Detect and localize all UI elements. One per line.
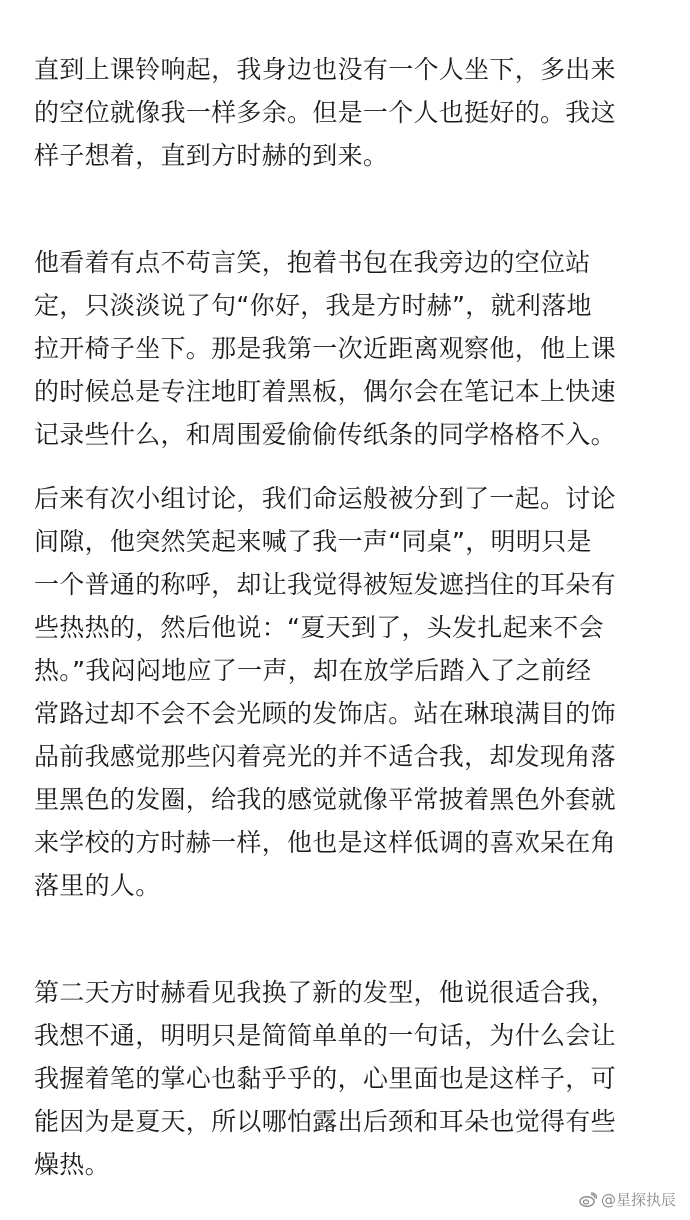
text-line: 一个普通的称呼，却让我觉得被短发遮挡住的耳朵有 — [34, 570, 616, 599]
text-line: 来学校的方时赫一样，他也是这样低调的喜欢呆在角 — [34, 828, 616, 857]
text-line: 定，只淡淡说了句“你好，我是方时赫”，就利落地 — [34, 291, 592, 320]
text-line: 样子想着，直到方时赫的到来。 — [34, 141, 389, 170]
text-line: 燥热。 — [34, 1150, 110, 1179]
text-line: 的时候总是专注地盯着黑板，偶尔会在笔记本上快速 — [34, 377, 616, 406]
text-line: 落里的人。 — [34, 871, 161, 900]
text-line: 第二天方时赫看见我换了新的发型，他说很适合我， — [34, 978, 616, 1007]
weibo-watermark — [579, 1189, 676, 1210]
text-line: 些热热的，然后他说：“夏天到了，头发扎起来不会 — [34, 613, 604, 642]
text-line: 热。”我闷闷地应了一声，却在放学后踏入了之前经 — [34, 656, 592, 685]
text-line: 拉开椅子坐下。那是我第一次近距离观察他，他上课 — [34, 334, 616, 363]
text-line: 记录些什么，和周围爱偷偷传纸条的同学格格不入。 — [34, 420, 616, 449]
text-line: 能因为是夏天，所以哪怕露出后颈和耳朵也觉得有些 — [34, 1107, 616, 1136]
text-line: 间隙，他突然笑起来喊了我一声“同桌”，明明只是 — [34, 527, 592, 556]
text-line: 里黑色的发圈，给我的感觉就像平常披着黑色外套就 — [34, 785, 616, 814]
text-line: 品前我感觉那些闪着亮光的并不适合我，却发现角落 — [34, 742, 616, 771]
text-line: 的空位就像我一样多余。但是一个人也挺好的。我这 — [34, 98, 616, 127]
watermark-text: @星探执辰 — [600, 1191, 676, 1209]
text-line: 我想不通，明明只是简简单单的一句话，为什么会让 — [34, 1021, 616, 1050]
weibo-icon — [579, 1192, 597, 1207]
text-line: 后来有次小组讨论，我们命运般被分到了一起。讨论 — [34, 484, 616, 513]
text-line: 他看着有点不苟言笑，抱着书包在我旁边的空位站 — [34, 248, 591, 277]
text-line: 常路过却不会不会光顾的发饰店。站在琳琅满目的饰 — [34, 699, 616, 728]
text-line: 直到上课铃响起，我身边也没有一个人坐下，多出来 — [34, 55, 616, 84]
text-line: 我握着笔的掌心也黏乎乎的，心里面也是这样子，可 — [34, 1064, 616, 1093]
